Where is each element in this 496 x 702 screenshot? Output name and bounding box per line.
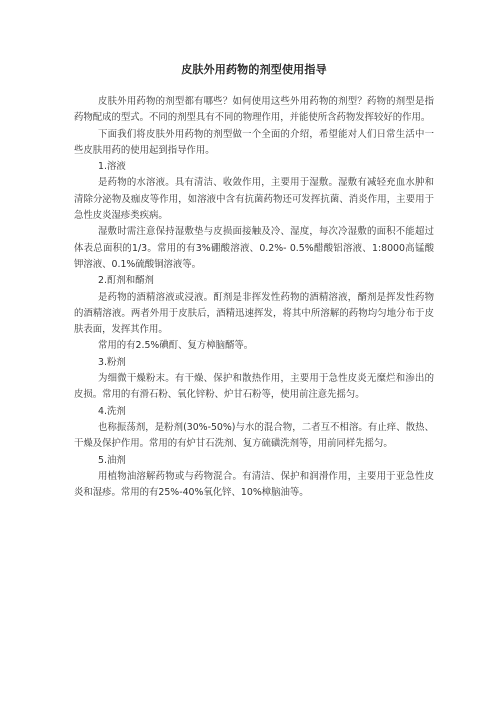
section-paragraph: 常用的有2.5%碘酊、复方樟脑醑等。 bbox=[98, 340, 254, 352]
section-paragraph: 为细微干燥粉末。有干燥、保护和散热作用，主要用于急性皮炎无糜烂和渗出的皮损。常用的有滑石粉、氧化锌粉、炉甘石粉等，使用前注意先摇匀。 bbox=[74, 373, 434, 401]
section-paragraph: 是药物的水溶液。具有清洁、收敛作用，主要用于湿敷。湿敷有减轻充血水肿和清除分泌物及痂皮等作用，如溶液中含有抗菌药物还可发挥抗菌、消炎作用，主要用于急性皮炎湿疹类疾病。 bbox=[74, 177, 434, 222]
section-paragraph: 用植物油溶解药物或与药物混合。有清洁、保护和润滑作用，主要用于亚急性皮炎和湿疹。常用的有25%-40%氧化锌、10%樟脑油等。 bbox=[74, 470, 434, 499]
section-oil bbox=[74, 453, 434, 502]
section-lotion bbox=[74, 404, 434, 453]
section-powder bbox=[74, 355, 434, 404]
section-heading: 4.洗剂 bbox=[98, 405, 126, 417]
section-tincture bbox=[74, 273, 434, 354]
section-heading: 2.酊剂和醑剂 bbox=[98, 275, 154, 287]
intro-paragraph-2: 下面我们将皮肤外用药物的剂型做一个全面的介绍，希望能对人们日常生活中一些皮肤用药的使用起到指导作用。 bbox=[74, 128, 434, 156]
section-paragraph: 是药物的酒精溶液或浸液。酊剂是非挥发性药物的酒精溶液，醑剂是挥发性药物的酒精溶液。两者外用于皮肤后，酒精迅速挥发，将其中所溶解的药物均匀地分布于皮肤表面，发挥其作用。 bbox=[74, 291, 434, 336]
document-title: 皮肤外用药物的剂型使用指导 bbox=[181, 63, 327, 76]
section-heading: 3.粉剂 bbox=[98, 356, 126, 368]
section-solution bbox=[74, 159, 434, 273]
section-paragraph: 也称振荡剂，是粉剂(30%-50%)与水的混合物，二者互不相溶。有止痒、散热、干燥及保护作用。常用的有炉甘石洗剂、复方硫磺洗剂等，用前同样先摇匀。 bbox=[74, 421, 434, 450]
section-paragraph: 湿敷时需注意保持湿敷垫与皮损面接触及冷、湿度，每次冷湿敷的面积不能超过体表总面积的1/3。常用的有3%硼酸溶液、0.2%- 0.5%醋酸铝溶液、1:8000高锰酸钾溶液、0.1%硫酸铜溶液等。 bbox=[74, 226, 434, 270]
intro-paragraph-1: 皮肤外用药物的剂型都有哪些？如何使用这些外用药物的剂型？药物的剂型是指药物配成的型式。不同的剂型具有不同的物理作用，并能使所含药物发挥较好的作用。 bbox=[74, 96, 434, 124]
section-heading: 1.溶液 bbox=[98, 161, 126, 173]
section-heading: 5.油剂 bbox=[98, 454, 126, 466]
